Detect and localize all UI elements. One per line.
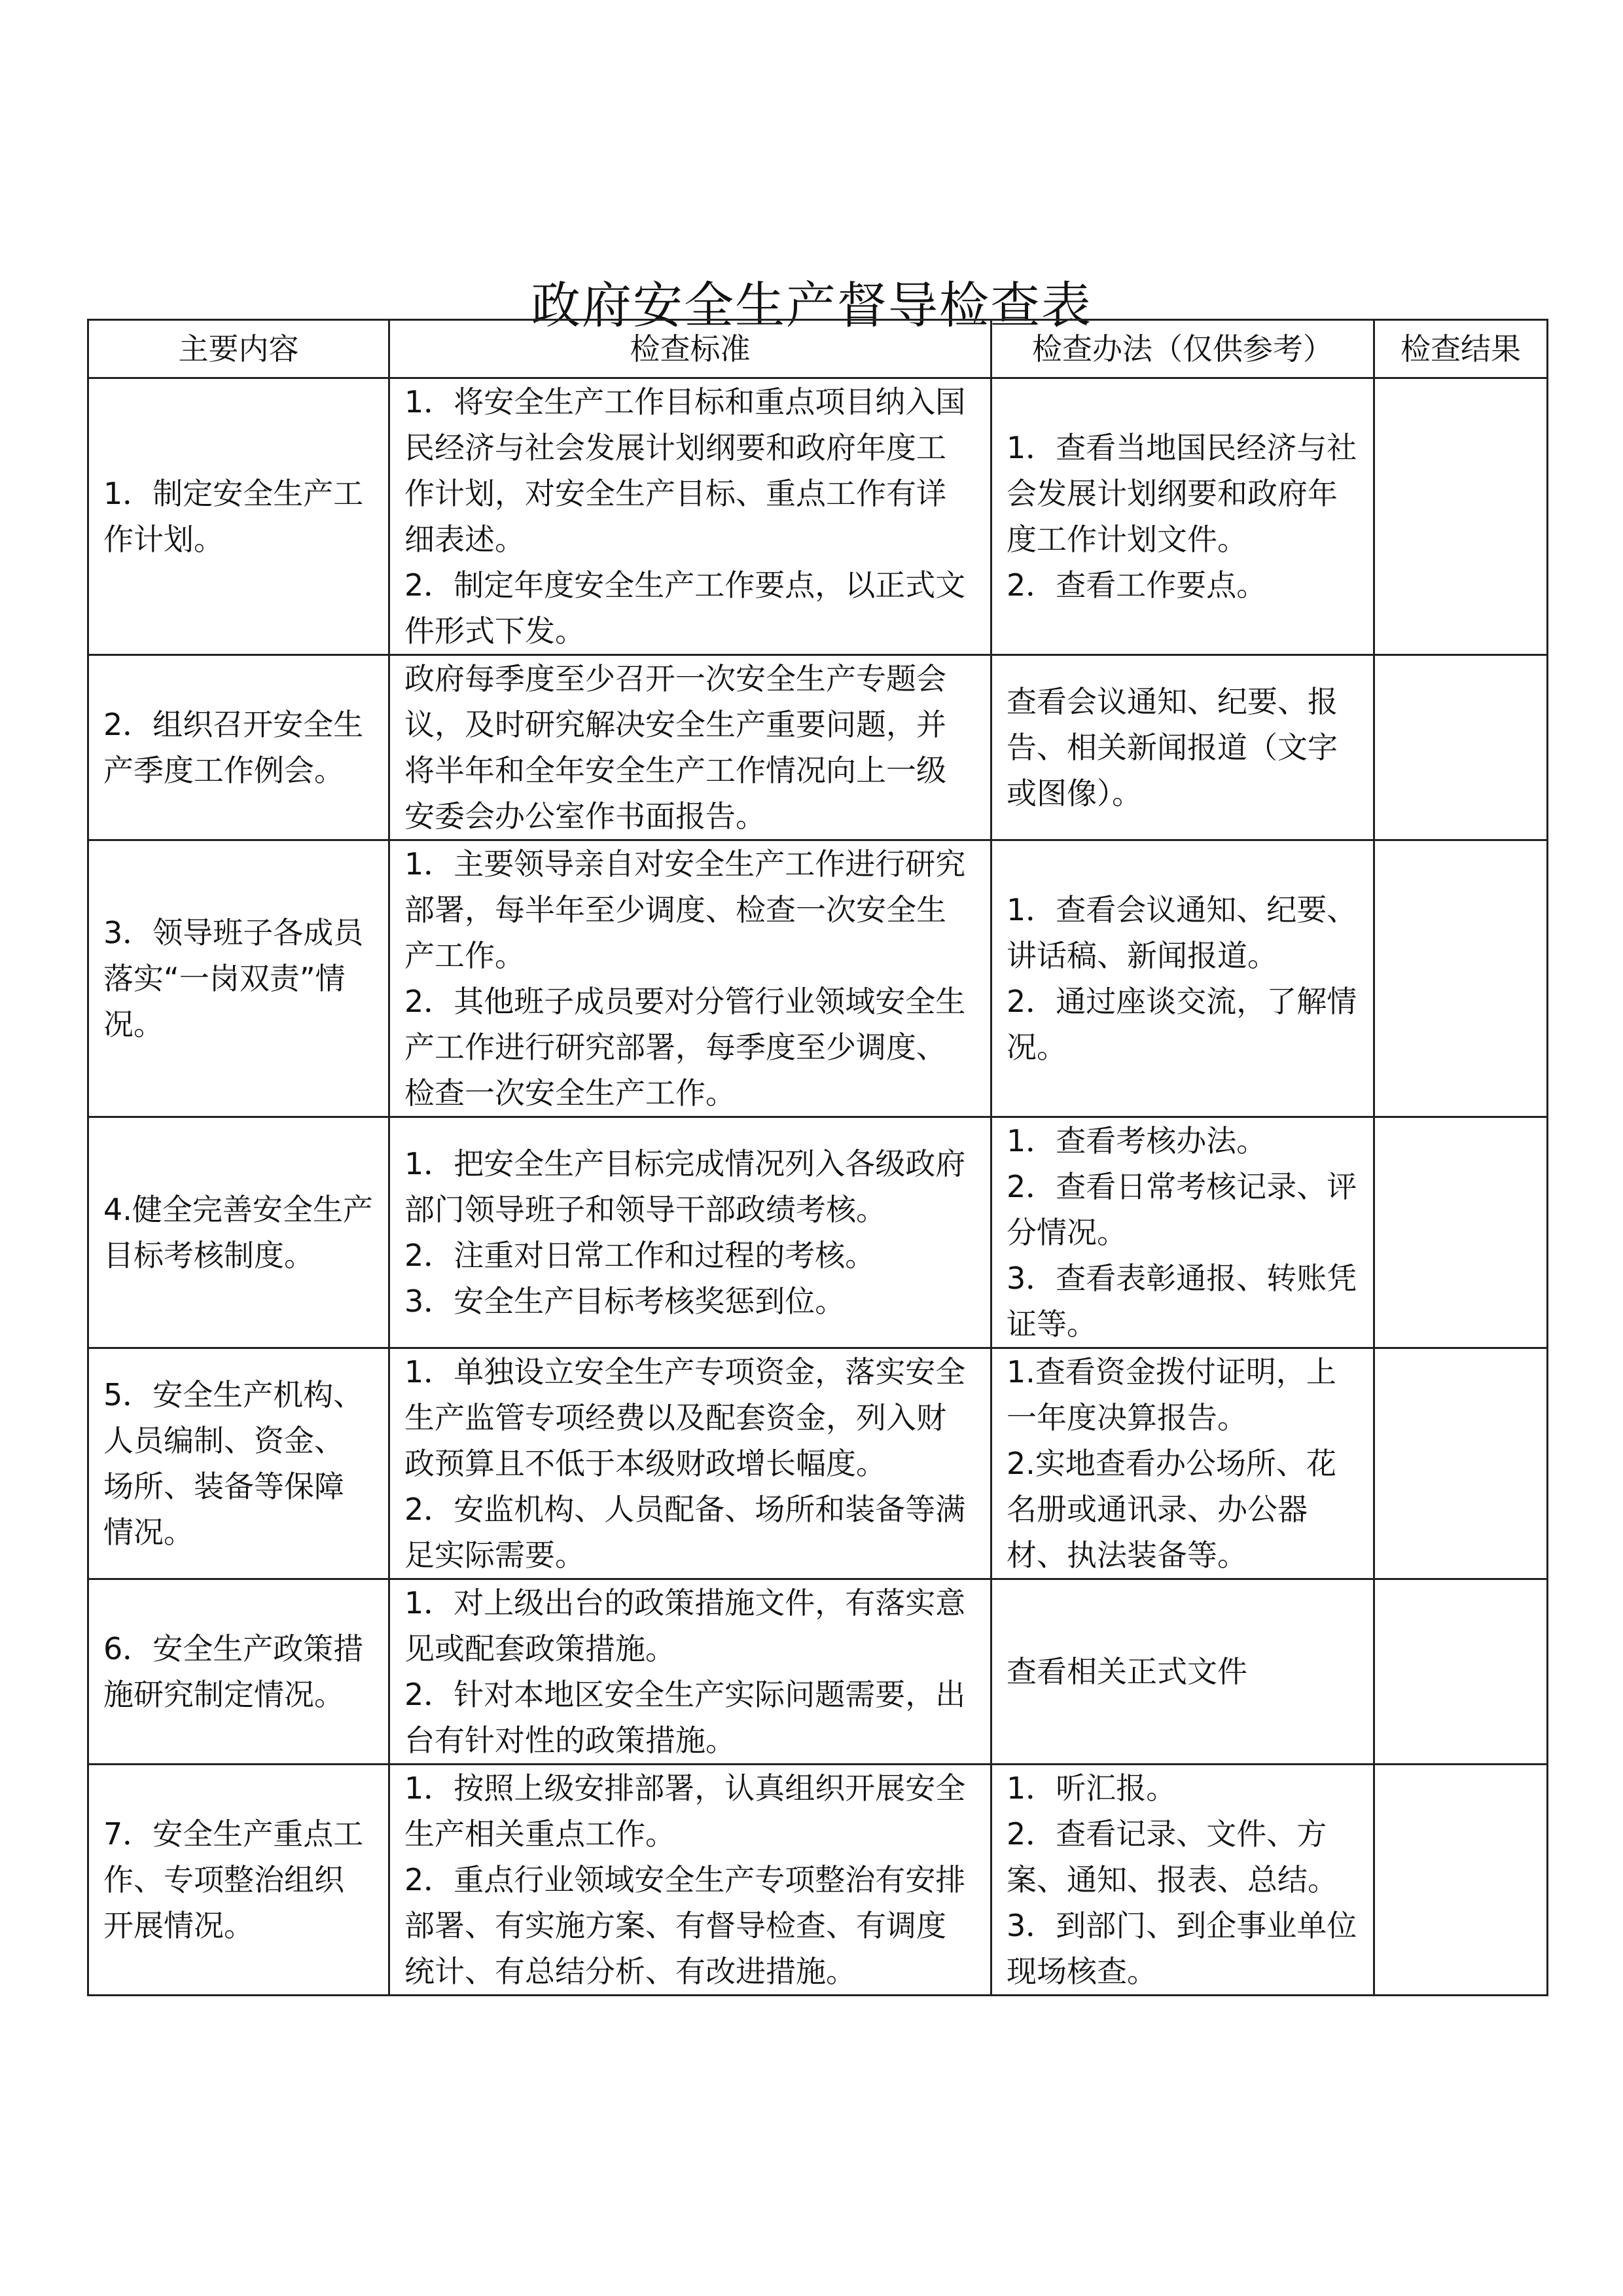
page-title: 政府安全生产督导检查表 <box>531 276 1092 334</box>
table-body <box>88 378 1548 1996</box>
method-item: 1．查看当地国民经济与社会发展计划纲要和政府年度工作计划文件。 <box>1007 430 1357 557</box>
method-cell <box>991 655 1374 840</box>
result-cell[interactable] <box>1374 655 1548 840</box>
method-item: 2.实地查看办公场所、花名册或通讯录、办公器材、执法装备等。 <box>1007 1446 1336 1573</box>
result-cell[interactable] <box>1374 1117 1548 1348</box>
standard-item: 1．按照上级安排部署，认真组织开展安全生产相关重点工作。 <box>404 1770 966 1852</box>
standard-cell <box>389 1117 991 1348</box>
standard-item: 2．安监机构、人员配备、场所和装备等满足实际需要。 <box>404 1492 966 1573</box>
method-item: 2．查看记录、文件、方案、通知、报表、总结。 <box>1007 1816 1338 1897</box>
standard-cell <box>389 1579 991 1765</box>
standard-item: 2．其他班子成员要对分管行业领域安全生产工作进行研究部署，每季度至少调度、检查一次安全生产工作。 <box>404 984 966 1111</box>
table-row <box>88 1579 1548 1765</box>
table-row <box>88 1348 1548 1579</box>
method-cell <box>991 1765 1374 1996</box>
content-cell: 4.健全完善安全生产目标考核制度。 <box>88 1117 389 1348</box>
result-cell[interactable] <box>1374 1348 1548 1579</box>
method-item: 2．查看日常考核记录、评分情况。 <box>1007 1169 1357 1250</box>
standard-item: 2．制定年度安全生产工作要点，以正式文件形式下发。 <box>404 567 966 649</box>
method-cell <box>991 1348 1374 1579</box>
method-item: 3．到部门、到企事业单位现场核查。 <box>1007 1908 1357 1989</box>
content-cell: 6．安全生产政策措施研究制定情况。 <box>88 1579 389 1765</box>
result-cell[interactable] <box>1374 1579 1548 1765</box>
method-item: 1．听汇报。 <box>1007 1770 1177 1806</box>
standard-cell <box>389 840 991 1117</box>
standard-item: 2．针对本地区安全生产实际问题需要，出台有针对性的政策措施。 <box>404 1677 966 1758</box>
method-item: 1.查看资金拨付证明，上一年度决算报告。 <box>1007 1354 1336 1435</box>
method-item: 查看会议通知、纪要、报告、相关新闻报道（文字或图像）。 <box>1007 684 1338 811</box>
standard-cell <box>389 1348 991 1579</box>
method-item: 2．查看工作要点。 <box>1007 567 1267 603</box>
header-standard: 检查标准 <box>389 320 991 378</box>
method-item: 3．查看表彰通报、转账凭证等。 <box>1007 1261 1357 1342</box>
standard-item: 2．注重对日常工作和过程的考核。 <box>404 1238 876 1273</box>
content-cell: 5．安全生产机构、人员编制、资金、场所、装备等保障情况。 <box>88 1348 389 1579</box>
method-item: 1．查看考核办法。 <box>1007 1123 1267 1158</box>
method-cell <box>991 1117 1374 1348</box>
content-cell: 3．领导班子各成员落实“一岗双责”情况。 <box>88 840 389 1117</box>
table-row <box>88 840 1548 1117</box>
table-row <box>88 378 1548 655</box>
standard-item: 1．单独设立安全生产专项资金，落实安全生产监管专项经费以及配套资金，列入财政预算且不低于本级财政增长幅度。 <box>404 1354 966 1481</box>
table-row <box>88 1117 1548 1348</box>
standard-cell <box>389 1765 991 1996</box>
result-cell[interactable] <box>1374 378 1548 655</box>
method-item: 查看相关正式文件 <box>1007 1654 1247 1689</box>
standard-item: 1．主要领导亲自对安全生产工作进行研究部署，每半年至少调度、检查一次安全生产工作。 <box>404 846 966 973</box>
standard-item: 1．把安全生产目标完成情况列入各级政府部门领导班子和领导干部政绩考核。 <box>404 1146 966 1227</box>
standard-item: 1．将安全生产工作目标和重点项目纳入国民经济与社会发展计划纲要和政府年度工作计划，对安全生产目标、重点工作有详细表述。 <box>404 384 966 557</box>
method-item: 1．查看会议通知、纪要、讲话稿、新闻报道。 <box>1007 892 1357 973</box>
standard-item: 2．重点行业领域安全生产专项整治有安排部署、有实施方案、有督导检查、有调度统计、有总结分析、有改进措施。 <box>404 1862 966 1989</box>
result-cell[interactable] <box>1374 840 1548 1117</box>
method-cell <box>991 1579 1374 1765</box>
content-cell: 1．制定安全生产工作计划。 <box>88 378 389 655</box>
standard-cell <box>389 378 991 655</box>
inspection-table <box>87 319 1548 1996</box>
header-result: 检查结果 <box>1374 320 1548 378</box>
method-cell <box>991 378 1374 655</box>
standard-cell <box>389 655 991 840</box>
header-row <box>88 320 1548 378</box>
standard-item: 3．安全生产目标考核奖惩到位。 <box>404 1283 846 1319</box>
header-method: 检查办法（仅供参考） <box>991 320 1374 378</box>
header-content: 主要内容 <box>88 320 389 378</box>
content-cell: 7．安全生产重点工作、专项整治组织开展情况。 <box>88 1765 389 1996</box>
content-cell: 2．组织召开安全生产季度工作例会。 <box>88 655 389 840</box>
method-cell <box>991 840 1374 1117</box>
method-item: 2．通过座谈交流，了解情况。 <box>1007 984 1357 1065</box>
standard-item: 政府每季度至少召开一次安全生产专题会议，及时研究解决安全生产重要问题，并将半年和全年安全生产工作情况向上一级安委会办公室作书面报告。 <box>404 661 946 834</box>
table-row <box>88 1765 1548 1996</box>
table-row <box>88 655 1548 840</box>
result-cell[interactable] <box>1374 1765 1548 1996</box>
standard-item: 1．对上级出台的政策措施文件，有落实意见或配套政策措施。 <box>404 1585 966 1666</box>
